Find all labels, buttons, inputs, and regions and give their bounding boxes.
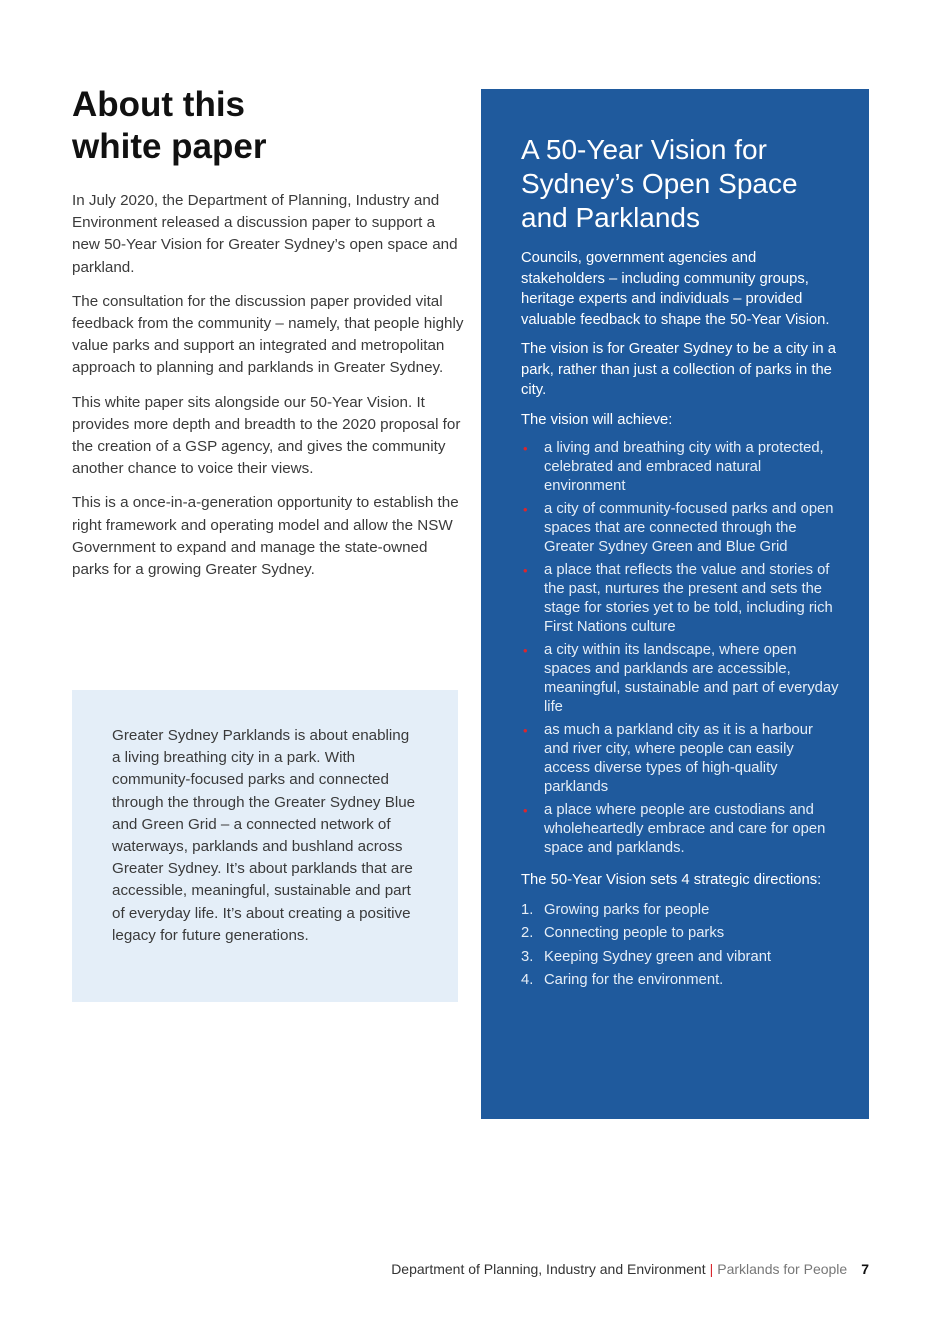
callout-text: Greater Sydney Parklands is about enabling a living breathing city in a park. With community-focused parks and connected through the through the Greater Sydney Blue and Green Grid – a connected network of waterways, parklands and bushland across Greater Sydney. It’s about parklands that are accessible, meaningful, sustainable and part of everyday life. It’s about creating a positive legacy for future generations. <box>112 727 416 944</box>
bullet-icon: • <box>523 563 528 578</box>
list-item-text: as much a parkland city as it is a harbour and river city, where people can easily access diverse types of high-quality parklands <box>544 722 813 795</box>
callout-box <box>72 690 458 1002</box>
list-item-text: a city within its landscape, where open spaces and parklands are accessible, meaningful, sustainable and part of everyday life <box>544 642 839 715</box>
vision-panel <box>481 89 869 1119</box>
intro-paragraph-1: In July 2020, the Department of Planning, Industry and Environment released a discussion paper to support a new 50-Year Vision for Greater Sydney’s open space and parkland. <box>72 192 458 276</box>
vision-paragraph-2: The vision is for Greater Sydney to be a city in a park, rather than just a collection of parks in the city. <box>521 341 836 398</box>
intro-section <box>72 190 464 593</box>
list-item-text: a place that reflects the value and stories of the past, nurtures the present and sets the stage for stories yet to be told, including rich First Nations culture <box>544 562 833 635</box>
page-title-line-2: white paper <box>72 127 267 166</box>
achieve-list <box>521 439 839 858</box>
list-item-text: Caring for the environment. <box>544 972 724 988</box>
list-item-text: Keeping Sydney green and vibrant <box>544 948 772 965</box>
list-item-text: Growing parks for people <box>544 901 710 918</box>
list-item-number: 2. <box>521 925 534 941</box>
bullet-icon: • <box>523 723 528 738</box>
achieve-label: The vision will achieve: <box>521 411 673 428</box>
page-footer <box>391 1259 869 1279</box>
bullet-icon: • <box>523 441 528 456</box>
list-item <box>521 641 839 717</box>
intro-paragraph-3: This white paper sits alongside our 50-Year Vision. It provides more depth and breadth to the 2020 proposal for the creation of a GSP agency, and gives the community another chance to voice their views. <box>72 393 461 478</box>
directions-label: The 50-Year Vision sets 4 strategic directions: <box>521 872 822 888</box>
list-item-text: Connecting people to parks <box>544 925 725 941</box>
list-item <box>521 439 839 496</box>
bullet-icon: • <box>523 502 528 517</box>
list-item <box>521 500 839 557</box>
list-item-number: 3. <box>521 948 534 965</box>
list-item-text: a city of community-focused parks and open spaces that are connected through the Greater Sydney Green and Blue Grid <box>544 501 834 555</box>
list-item-text: a living and breathing city with a protected, celebrated and embraced natural environment <box>544 440 824 494</box>
list-item <box>521 970 839 990</box>
list-item <box>521 947 839 967</box>
directions-list <box>521 900 839 991</box>
list-item-number: 4. <box>521 972 534 988</box>
list-item <box>521 801 839 858</box>
intro-paragraph-4: This is a once-in-a-generation opportunity to establish the right framework and operating model and allow the NSW Government to expand and manage the state-owned parks for a growing Greater Sydney. <box>72 494 459 579</box>
list-item <box>521 923 839 943</box>
footer-department: Department of Planning, Industry and Environment <box>391 1261 706 1277</box>
list-item <box>521 721 839 797</box>
bullet-icon: • <box>523 803 528 818</box>
intro-paragraph-2: The consultation for the discussion paper provided vital feedback from the community – namely, that people highly value parks and support an integrated and metropolitan approach to planning and parklands in Greater Sydney. <box>72 292 464 377</box>
footer-separator: | <box>709 1261 714 1277</box>
list-item-number: 1. <box>521 901 534 918</box>
list-item-text: a place where people are custodians and wholeheartedly embrace and care for open space and parklands. <box>544 802 826 856</box>
page-number: 7 <box>861 1261 869 1277</box>
vision-heading: A 50-Year Vision for Sydney’s Open Space and Parklands <box>521 134 798 233</box>
page-title <box>72 84 462 168</box>
list-item <box>521 561 839 637</box>
footer-publication: Parklands for People <box>717 1261 848 1277</box>
bullet-icon: • <box>523 643 528 658</box>
vision-paragraph-1: Councils, government agencies and stakeholders – including community groups, heritage experts and individuals – provided valuable feedback to shape the 50-Year Vision. <box>521 250 830 328</box>
list-item <box>521 900 839 920</box>
page-title-line-1: About this <box>72 85 246 124</box>
